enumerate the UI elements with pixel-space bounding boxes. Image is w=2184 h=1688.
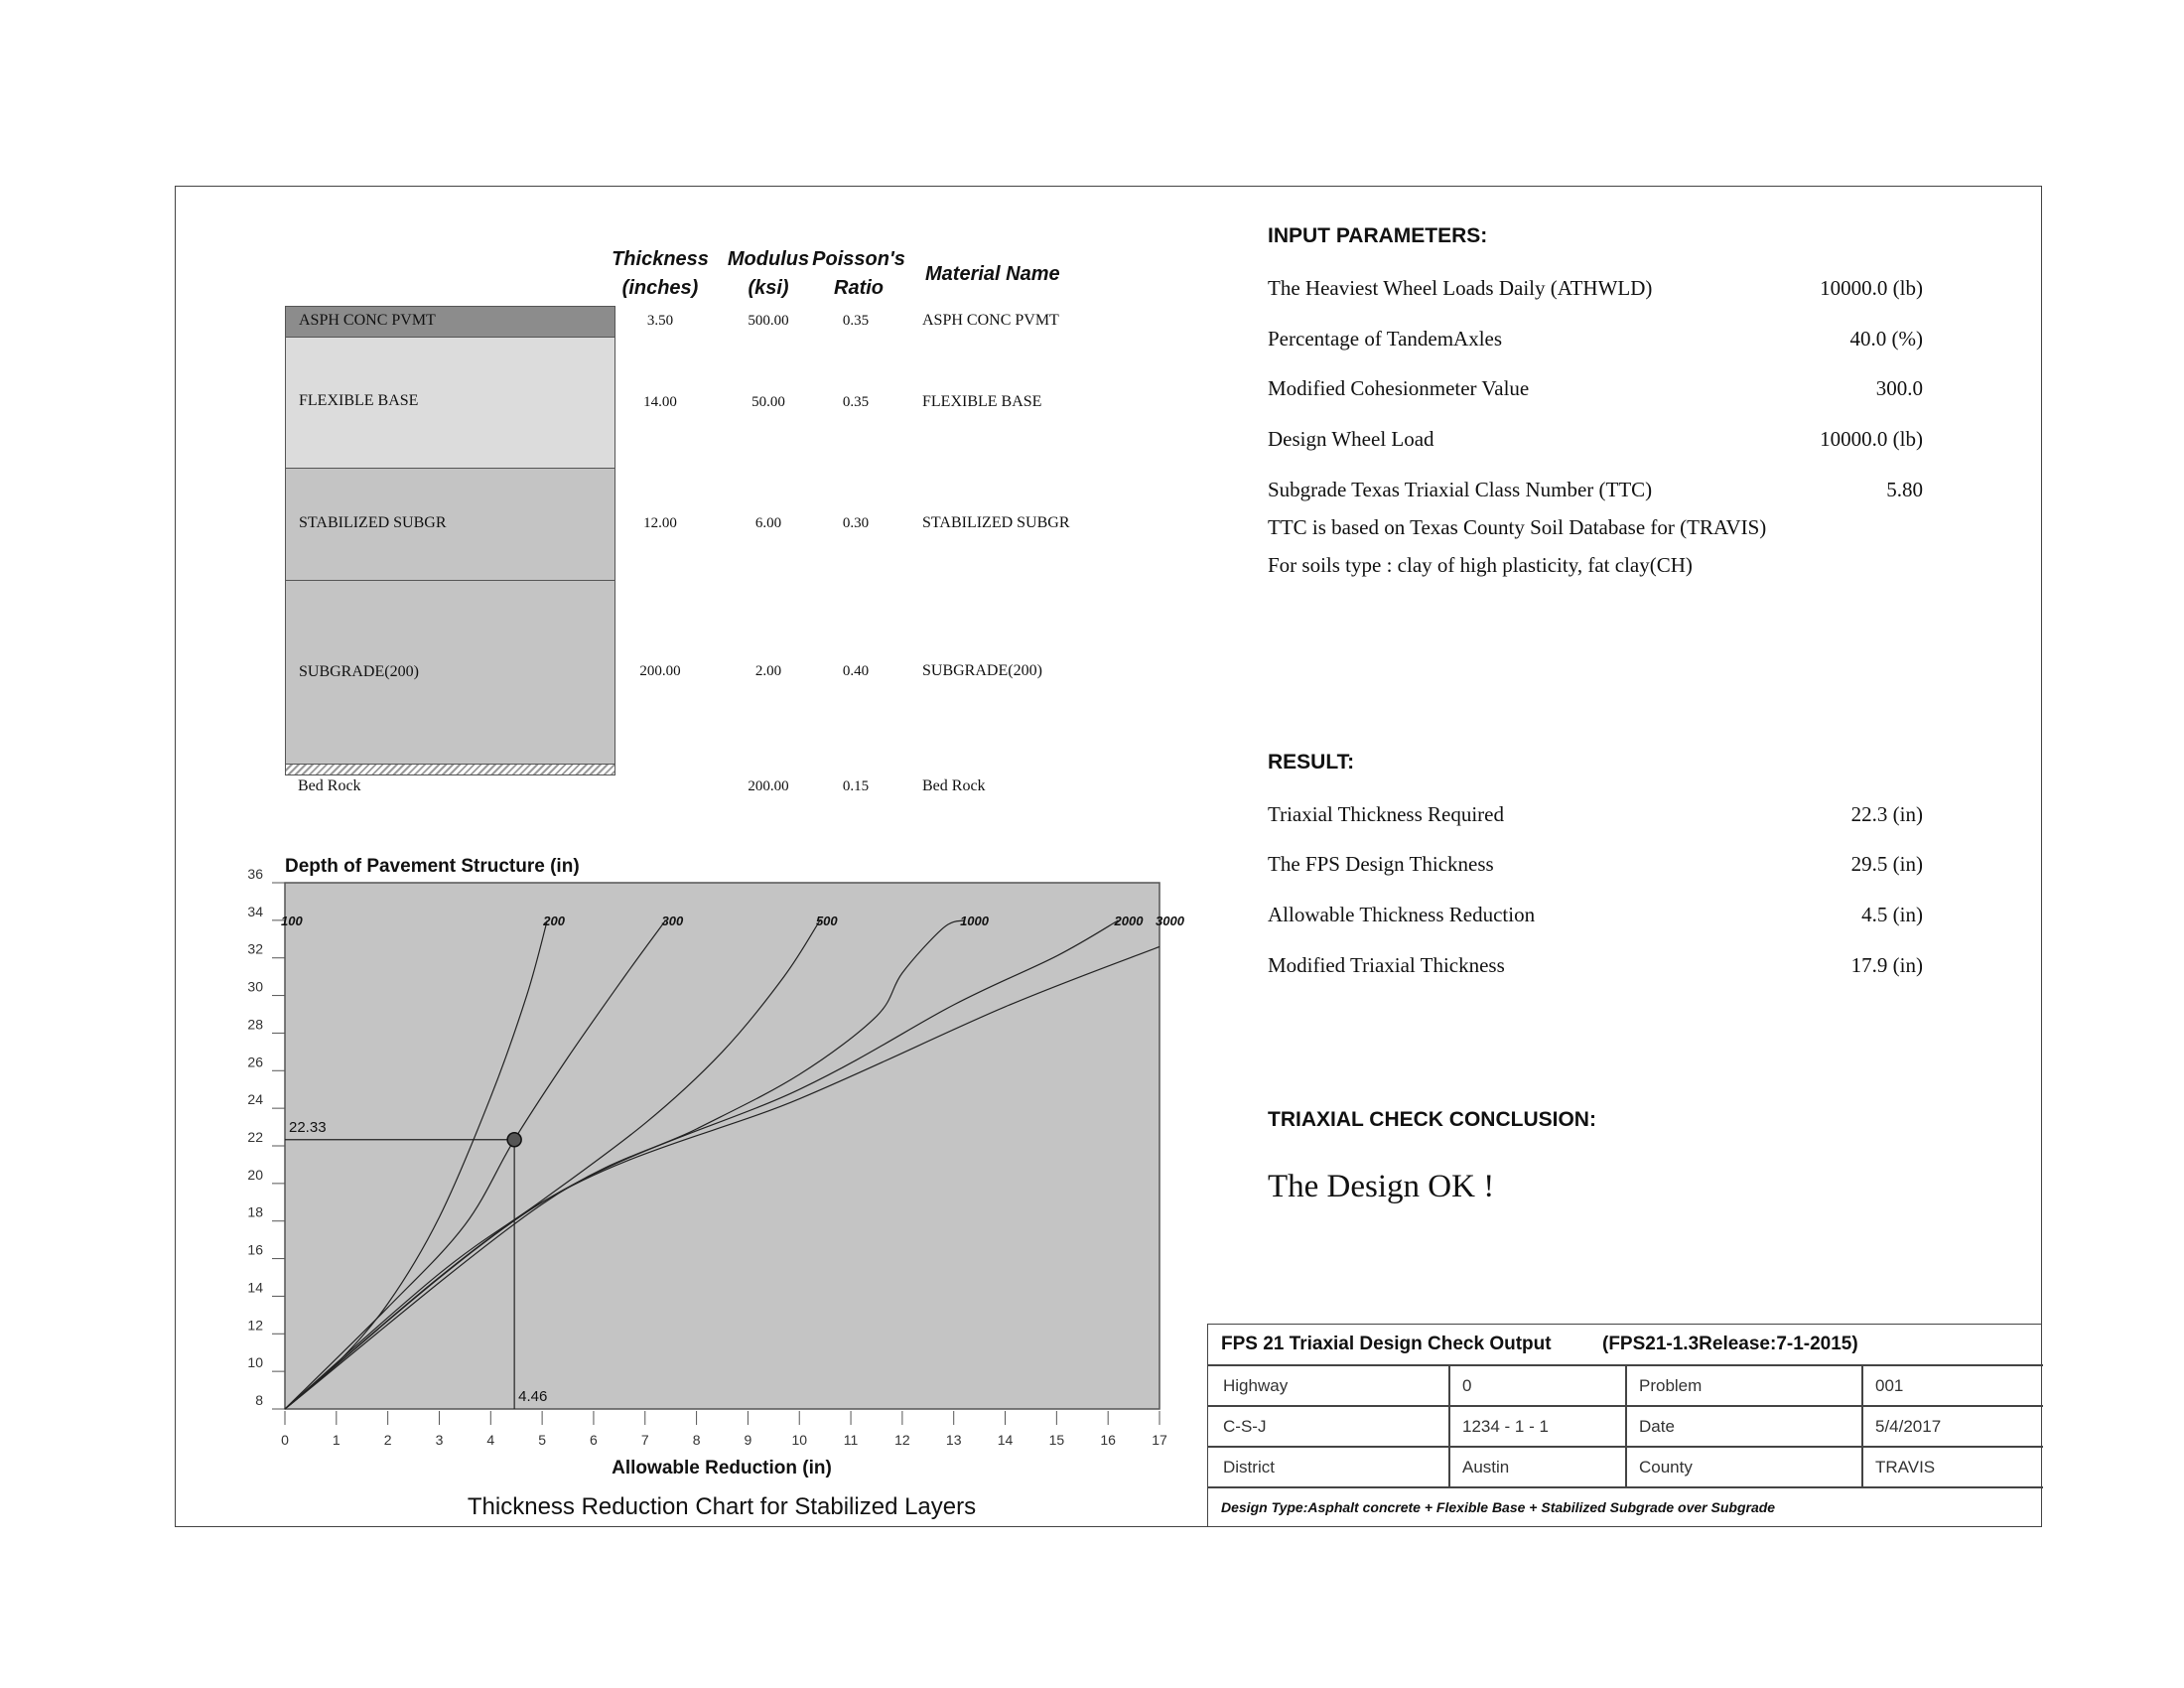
header-modulus: Modulus (ksi) xyxy=(727,248,810,299)
thickness-value: 3.50 xyxy=(646,313,674,329)
layer-label: FLEXIBLE BASE xyxy=(299,392,419,409)
title-block-release: (FPS21-1.3Release:7-1-2015) xyxy=(1602,1334,1858,1354)
layer-label: ASPH CONC PVMT xyxy=(299,312,436,329)
curve-label-300: 300 xyxy=(661,913,684,928)
district-label: District xyxy=(1223,1458,1275,1477)
x-tick-label: 4 xyxy=(486,1432,495,1448)
x-tick-label: 7 xyxy=(640,1432,649,1448)
date-value: 5/4/2017 xyxy=(1875,1417,1942,1436)
result-label: Allowable Thickness Reduction xyxy=(1268,903,1536,926)
poisson-value: 0.35 xyxy=(842,313,870,329)
material-name: ASPH CONC PVMT xyxy=(922,312,1059,329)
curve-label-200: 200 xyxy=(543,913,566,928)
x-tick-label: 3 xyxy=(435,1432,444,1448)
x-tick-label: 14 xyxy=(997,1432,1014,1448)
conclusion-text: The Design OK ! xyxy=(1268,1169,1495,1204)
x-tick-label: 10 xyxy=(791,1432,808,1448)
input-param-label: Modified Cohesionmeter Value xyxy=(1268,376,1530,400)
x-tick-label: 16 xyxy=(1100,1432,1116,1448)
input-param-value: 300.0 xyxy=(1875,376,1923,400)
header-thickness: Thickness (inches) xyxy=(612,248,709,299)
design-type: Design Type:Asphalt concrete + Flexible Base + Stabilized Subgrade over Subgrade xyxy=(1221,1499,1776,1515)
title-block-title: FPS 21 Triaxial Design Check Output xyxy=(1221,1334,1552,1354)
poisson-value: 0.35 xyxy=(842,394,870,410)
county-value: TRAVIS xyxy=(1875,1458,1936,1477)
modulus-value: 6.00 xyxy=(754,515,782,531)
input-param-label: Subgrade Texas Triaxial Class Number (TTC) xyxy=(1268,478,1653,501)
x-tick-label: 5 xyxy=(538,1432,547,1448)
result-label: The FPS Design Thickness xyxy=(1268,852,1494,876)
y-tick-label: 16 xyxy=(247,1241,263,1258)
input-param-label: Percentage of TandemAxles xyxy=(1268,327,1503,351)
thickness-value: 12.00 xyxy=(643,515,677,531)
y-tick-label: 10 xyxy=(247,1354,263,1371)
y-tick-label: 14 xyxy=(247,1279,263,1296)
county-label: County xyxy=(1639,1458,1693,1477)
conclusion-title: TRIAXIAL CHECK CONCLUSION: xyxy=(1268,1108,1596,1131)
header-poisson: Poisson's Ratio xyxy=(812,248,905,299)
y-tick-label: 12 xyxy=(247,1317,263,1334)
curve-label-2000: 2000 xyxy=(1114,913,1144,928)
header-material: Material Name xyxy=(925,263,1060,285)
curve-label-1000: 1000 xyxy=(960,913,989,928)
ttc-note: TTC is based on Texas County Soil Database for (TRAVIS) xyxy=(1268,515,1767,539)
x-tick-label: 12 xyxy=(894,1432,910,1448)
bedrock-modulus: 200.00 xyxy=(748,778,789,794)
chart-title: Thickness Reduction Chart for Stabilized Layers xyxy=(467,1493,977,1520)
result-value: 17.9 (in) xyxy=(1850,953,1923,977)
modulus-value: 50.00 xyxy=(751,394,785,410)
input-parameters-title: INPUT PARAMETERS: xyxy=(1268,224,1488,247)
modulus-value: 500.00 xyxy=(748,313,789,329)
x-tick-label: 2 xyxy=(383,1432,392,1448)
result-title: RESULT: xyxy=(1268,751,1355,774)
marker-x-label: 4.46 xyxy=(518,1388,548,1405)
thickness-value: 14.00 xyxy=(643,394,677,410)
marker-point xyxy=(507,1133,521,1147)
x-axis xyxy=(281,1411,1167,1448)
result-value: 4.5 (in) xyxy=(1861,903,1923,926)
result-value: 29.5 (in) xyxy=(1850,852,1923,876)
highway-value: 0 xyxy=(1462,1376,1472,1395)
poisson-value: 0.40 xyxy=(842,663,870,679)
material-name: STABILIZED SUBGR xyxy=(922,514,1070,531)
soil-type-note: For soils type : clay of high plasticity, fat clay(CH) xyxy=(1268,553,1693,577)
x-axis-title: Allowable Reduction (in) xyxy=(612,1458,832,1478)
y-tick-label: 24 xyxy=(247,1091,263,1108)
district-value: Austin xyxy=(1462,1458,1510,1477)
csj-label: C-S-J xyxy=(1223,1417,1267,1436)
y-tick-label: 22 xyxy=(247,1129,263,1145)
layer-label: STABILIZED SUBGR xyxy=(299,514,447,531)
result-value: 22.3 (in) xyxy=(1850,802,1923,826)
thickness-value: 200.00 xyxy=(639,663,681,679)
material-name: FLEXIBLE BASE xyxy=(922,393,1042,410)
input-param-label: The Heaviest Wheel Loads Daily (ATHWLD) xyxy=(1268,276,1653,300)
bedrock-poisson: 0.15 xyxy=(842,778,870,794)
layer-label: SUBGRADE(200) xyxy=(299,663,419,680)
curve-label-500: 500 xyxy=(815,913,838,928)
curve-label-3000: 3000 xyxy=(1156,913,1184,928)
material-name: SUBGRADE(200) xyxy=(922,662,1042,679)
bedrock-material: Bed Rock xyxy=(922,777,986,794)
x-tick-label: 0 xyxy=(281,1432,289,1448)
y-tick-label: 32 xyxy=(247,940,263,957)
y-axis xyxy=(247,866,285,1409)
plot-area xyxy=(285,883,1160,1409)
y-axis-title: Depth of Pavement Structure (in) xyxy=(285,856,580,877)
input-param-value: 40.0 (%) xyxy=(1849,327,1923,351)
input-param-value: 10000.0 (lb) xyxy=(1820,427,1923,451)
y-tick-label: 8 xyxy=(255,1392,263,1408)
highway-label: Highway xyxy=(1223,1376,1289,1395)
y-tick-label: 20 xyxy=(247,1166,263,1183)
csj-value: 1234 - 1 - 1 xyxy=(1462,1417,1549,1436)
poisson-value: 0.30 xyxy=(842,515,870,531)
date-label: Date xyxy=(1639,1417,1675,1436)
input-param-value: 5.80 xyxy=(1886,478,1923,501)
y-tick-label: 34 xyxy=(247,903,263,919)
result-label: Modified Triaxial Thickness xyxy=(1268,953,1505,977)
y-tick-label: 30 xyxy=(247,978,263,995)
x-tick-label: 9 xyxy=(744,1432,752,1448)
problem-value: 001 xyxy=(1875,1376,1904,1395)
x-tick-label: 13 xyxy=(945,1432,962,1448)
x-tick-label: 1 xyxy=(332,1432,341,1448)
y-tick-label: 18 xyxy=(247,1203,263,1220)
marker-y-label: 22.33 xyxy=(289,1118,327,1136)
input-param-value: 10000.0 (lb) xyxy=(1820,276,1923,300)
modulus-value: 2.00 xyxy=(754,663,782,679)
bedrock-label: Bed Rock xyxy=(298,777,361,794)
y-tick-label: 28 xyxy=(247,1016,263,1033)
x-tick-label: 15 xyxy=(1048,1432,1065,1448)
x-tick-label: 8 xyxy=(692,1432,701,1448)
x-tick-label: 17 xyxy=(1152,1432,1167,1448)
result-label: Triaxial Thickness Required xyxy=(1268,802,1504,826)
y-tick-label: 26 xyxy=(247,1054,263,1070)
input-param-label: Design Wheel Load xyxy=(1268,427,1434,451)
x-tick-label: 6 xyxy=(590,1432,598,1448)
problem-label: Problem xyxy=(1639,1376,1703,1395)
curve-label-100: 100 xyxy=(281,913,303,928)
x-tick-label: 11 xyxy=(843,1432,859,1448)
y-tick-label: 36 xyxy=(247,866,263,882)
